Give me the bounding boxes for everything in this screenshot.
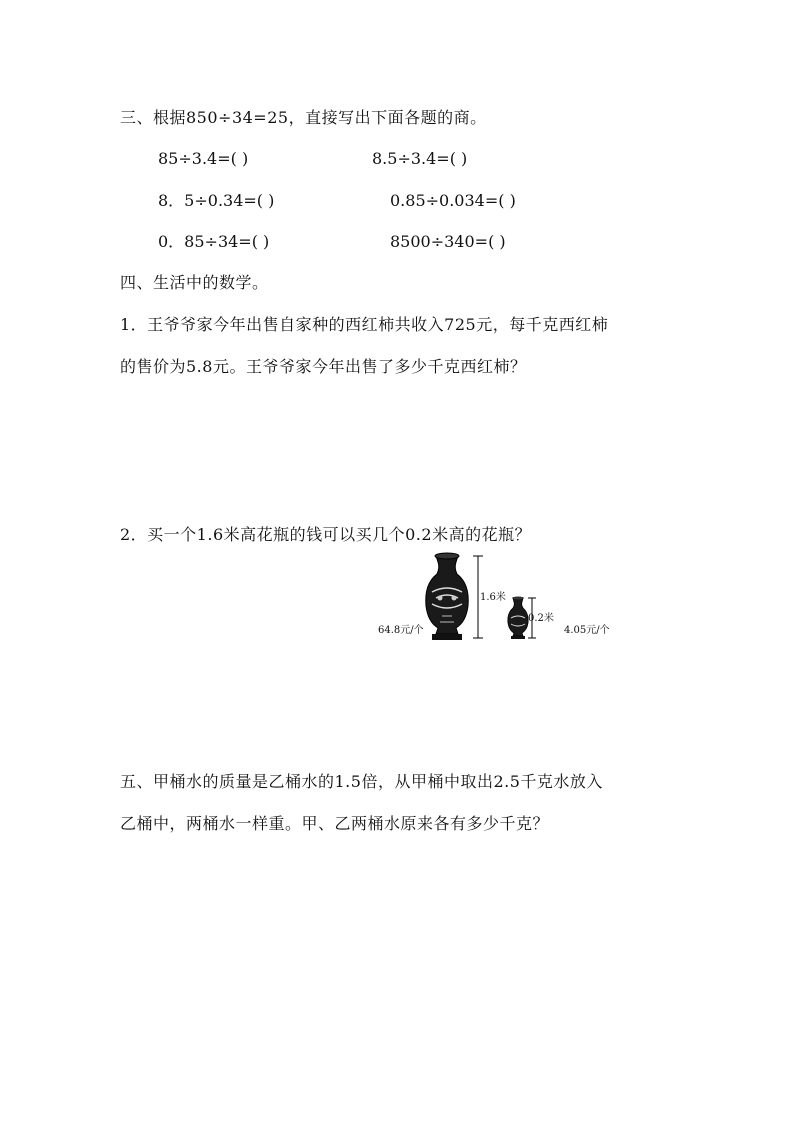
question-1-line-1: 1．王爷爷家今年出售自家种的西红柿共收入725元，每千克西红柿 bbox=[120, 315, 609, 334]
question-2: 2．买一个1.6米高花瓶的钱可以买几个0.2米高的花瓶？ bbox=[120, 525, 532, 544]
section-4-heading: 四、生活中的数学。 bbox=[120, 273, 269, 292]
large-vase-height-label: 1.6米 bbox=[480, 592, 506, 603]
problem-6: 8500÷340=( ) bbox=[390, 232, 506, 251]
small-vase-height-label: 0.2米 bbox=[528, 613, 554, 624]
problem-1: 85÷3.4=( ) bbox=[158, 149, 249, 168]
question-1-line-2: 的售价为5.8元。王爷爷家今年出售了多少千克西红柿？ bbox=[120, 357, 527, 376]
section-5-line-1: 五、甲桶水的质量是乙桶水的1.5倍，从甲桶中取出2.5千克水放入 bbox=[120, 772, 603, 791]
problem-2: 8.5÷3.4=( ) bbox=[372, 149, 468, 168]
large-vase-icon bbox=[426, 553, 469, 640]
problem-3: 8．5÷0.34=( ) bbox=[158, 191, 275, 210]
small-vase-icon bbox=[508, 597, 528, 640]
vase-figure bbox=[370, 548, 630, 648]
problem-4: 0.85÷0.034=( ) bbox=[390, 191, 516, 210]
small-vase-price: 4.05元/个 bbox=[564, 625, 610, 636]
section-3-heading: 三、根据850÷34=25，直接写出下面各题的商。 bbox=[120, 108, 487, 127]
problem-5: 0．85÷34=( ) bbox=[158, 232, 270, 251]
large-vase-price: 64.8元/个 bbox=[378, 625, 424, 636]
section-5-line-2: 乙桶中，两桶水一样重。甲、乙两桶水原来各有多少千克？ bbox=[120, 814, 550, 833]
